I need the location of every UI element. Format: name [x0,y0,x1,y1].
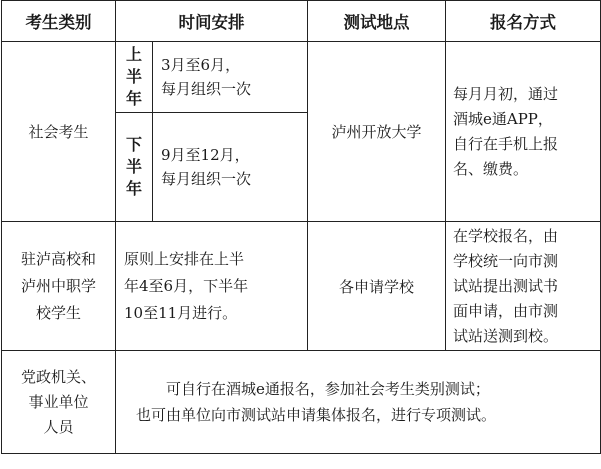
first-half-time: 3月至6月， 每月组织一次 [153,42,308,113]
students-category: 驻泸高校和 泸州中职学 校学生 [2,222,116,351]
header-time: 时间安排 [116,1,308,42]
students-row [2,222,601,351]
students-location: 各申请学校 [308,222,446,351]
second-half-time: 9月至12月， 每月组织一次 [153,113,308,222]
staff-row [2,351,601,454]
staff-category: 党政机关、 事业单位 人员 [2,351,116,454]
header-category: 考生类别 [2,1,116,42]
society-location: 泸州开放大学 [308,42,446,222]
first-half-label: 上 半 年 [116,42,153,113]
students-time: 原则上安排在上半 年4至6月，下半年 10至11月进行。 [116,222,308,351]
society-first-half-row [2,42,601,113]
staff-note: 可自行在酒城e通报名，参加社会考生类别测试； 也可由单位向市测试站申请集体报名，进行专项测试。 [116,351,601,454]
second-half-label: 下 半 年 [116,113,153,222]
header-location: 测试地点 [308,1,446,42]
students-method: 在学校报名，由 学校统一向市测 试站提出测试书 面申请，由市测 试站送测到校。 [446,222,601,351]
header-row [2,1,601,42]
header-method: 报名方式 [446,1,601,42]
society-category: 社会考生 [2,42,116,222]
society-method: 每月月初，通过 酒城e通APP， 自行在手机上报 名、缴费。 [446,42,601,222]
exam-arrangement-table [1,0,601,454]
